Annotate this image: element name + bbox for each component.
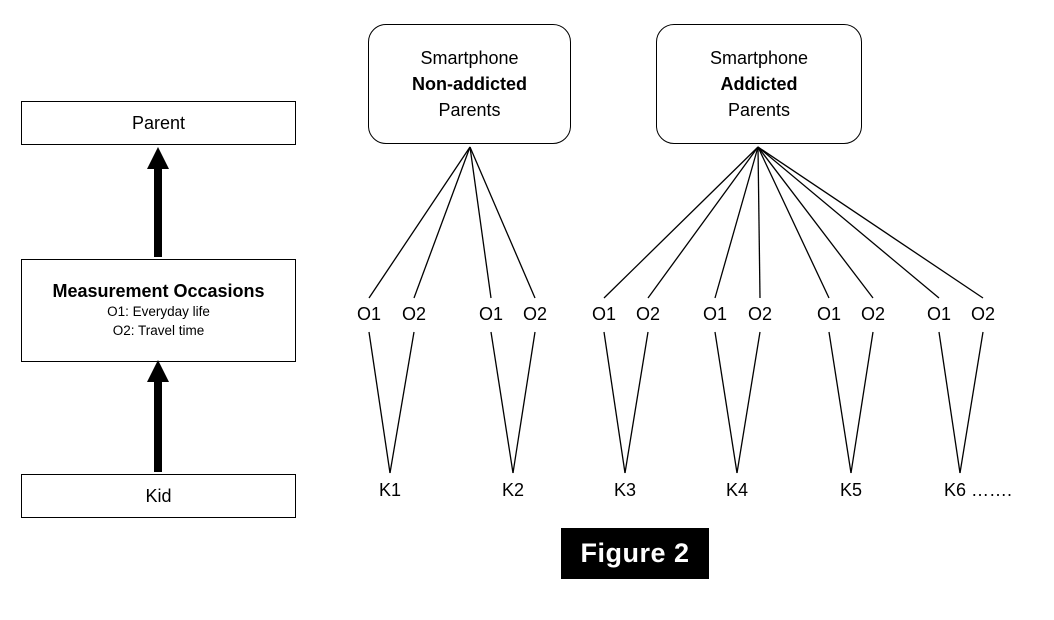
figure-caption: Figure 2 [561,528,709,579]
occasion-label-3: O1 [478,304,504,324]
parent-box-label: Parent [131,112,186,133]
kid-box-label: Kid [145,485,172,506]
edges-occasions-to-k1 [369,332,414,473]
edges-non-addicted-group [369,147,535,298]
occasion-label-12: O2 [970,304,996,324]
group-addicted-line2: Addicted [720,73,798,94]
kid-label-k6: K6 ……. [943,480,1013,500]
kid-label-k5: K5 [839,480,863,500]
occasion-label-11: O1 [926,304,952,324]
group-non-addicted-line2: Non-addicted [412,73,527,94]
measurement-occasions-title: Measurement Occasions [52,281,265,302]
edges-occasions-to-k4 [715,332,760,473]
occasion-label-5: O1 [591,304,617,324]
kid-label-k4: K4 [725,480,749,500]
kid-label-k3: K3 [613,480,637,500]
measurement-occasion-o2: O2: Travel time [112,322,205,338]
arrow-kid-to-measurement [147,360,169,472]
occasion-label-6: O2 [635,304,661,324]
edges-occasions-to-k5 [829,332,873,473]
group-box-non-addicted [368,24,571,144]
kid-box [21,474,296,518]
group-non-addicted-line3: Parents [438,100,501,121]
occasion-label-4: O2 [522,304,548,324]
occasion-label-1: O1 [356,304,382,324]
edges-occasions-to-k6 [939,332,983,473]
arrow-measurement-to-parent [147,147,169,257]
kid-label-k2: K2 [501,480,525,500]
parent-box [21,101,296,145]
edges-occasions-to-k2 [491,332,535,473]
edges-addicted-group [604,147,983,298]
group-addicted-line3: Parents [727,100,791,121]
occasion-label-2: O2 [401,304,427,324]
occasion-label-10: O2 [860,304,886,324]
occasion-label-8: O2 [747,304,773,324]
occasion-label-9: O1 [816,304,842,324]
measurement-occasions-box [21,259,296,362]
group-box-addicted [656,24,862,144]
occasion-label-7: O1 [702,304,728,324]
group-non-addicted-line1: Smartphone [420,47,519,68]
group-addicted-line1: Smartphone [709,47,809,68]
kid-label-k1: K1 [378,480,402,500]
edges-occasions-to-k3 [604,332,648,473]
measurement-occasion-o1: O1: Everyday life [107,303,210,319]
